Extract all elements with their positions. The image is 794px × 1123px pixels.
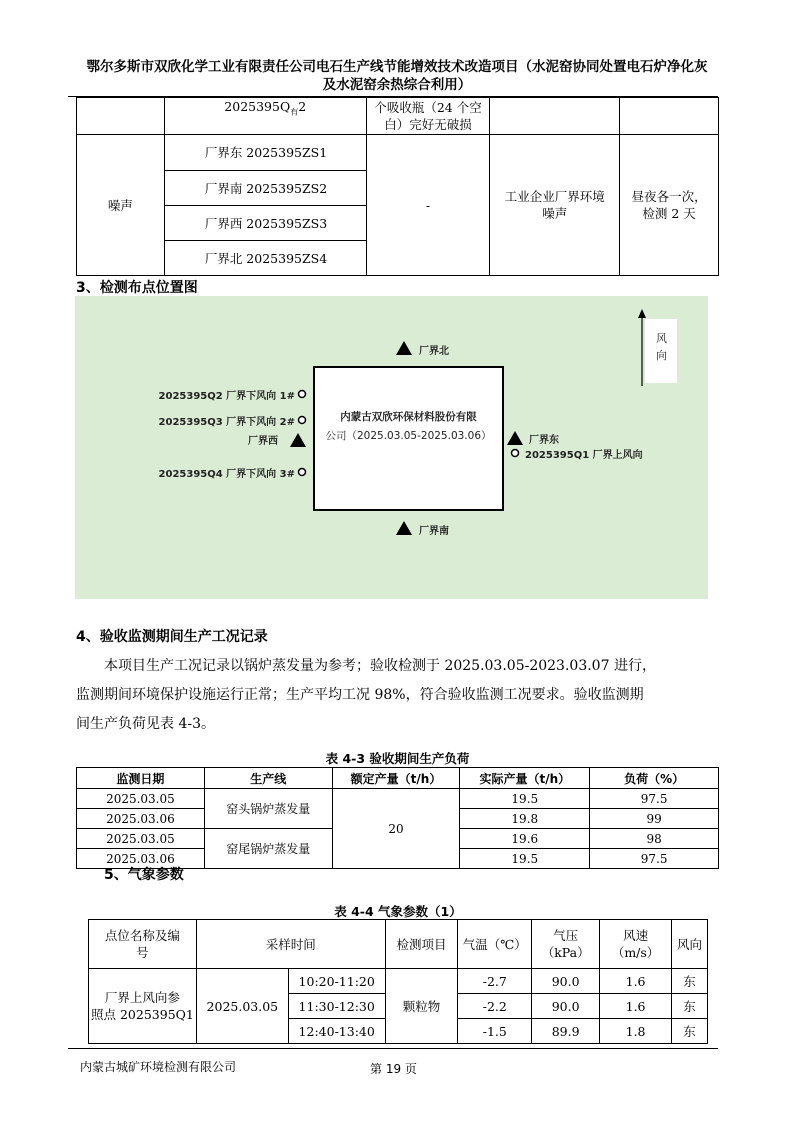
footer-company: 内蒙古城矿环境检测有限公司 <box>80 1060 237 1074</box>
sampling-table <box>76 97 719 276</box>
actual-cell: 19.6 <box>460 829 590 849</box>
table44-caption: 表 4-4 气象参数（1） <box>334 904 462 919</box>
noise-frequency: 昼夜各一次， 检测 2 天 <box>620 135 719 276</box>
production-load-table <box>76 767 719 869</box>
actual-cell: 19.8 <box>460 809 590 829</box>
table-cell <box>490 98 620 135</box>
wind-direction-label: 风 向 <box>656 332 667 362</box>
column-header: 检测项目 <box>385 920 458 969</box>
date-cell: 2025.03.05 <box>77 829 205 849</box>
q2-label: 2025395Q2 厂界下风向 1# <box>158 391 295 402</box>
column-header: 负荷（%） <box>590 768 719 789</box>
west-label: 厂界西 <box>248 436 278 447</box>
column-header: 额定产量（t/h） <box>332 768 460 789</box>
column-header: 生产线 <box>204 768 332 789</box>
company-label: 内蒙古双欣环保材料股份有限 公司（2025.03.05-2025.03.06） <box>325 411 492 442</box>
noise-point: 厂界东 2025395ZS1 <box>164 135 366 171</box>
rated-cell: 20 <box>332 789 460 869</box>
page-number: 第 19 页 <box>370 1062 417 1076</box>
temp-cell: -2.7 <box>458 969 532 994</box>
column-header: 风向 <box>672 920 708 969</box>
footer-divider <box>68 1048 718 1049</box>
noise-item: 噪声 <box>77 135 165 276</box>
date-cell: 2025.03.06 <box>77 849 205 869</box>
item-cell: 颗粒物 <box>385 969 458 1044</box>
sample-note: 个吸收瓶（24 个空 白）完好无破损 <box>366 98 490 135</box>
time-cell: 11:30-12:30 <box>288 994 385 1019</box>
temp-cell: -1.5 <box>458 1019 532 1044</box>
load-cell: 99 <box>590 809 719 829</box>
date-cell: 2025.03.05 <box>77 789 205 809</box>
load-cell: 97.5 <box>590 849 719 869</box>
point-cell: 厂界上风向参 照点 2025395Q1 <box>89 969 197 1044</box>
q4-label: 2025395Q4 厂界下风向 3# <box>158 469 295 480</box>
line-cell: 窑尾锅炉蒸发量 <box>204 829 332 869</box>
noise-point: 厂界北 2025395ZS4 <box>164 241 366 276</box>
section4-title: 4、验收监测期间生产工况记录 <box>76 629 268 645</box>
actual-cell: 19.5 <box>460 849 590 869</box>
pressure-cell: 89.9 <box>532 1019 600 1044</box>
east-label: 厂界东 <box>529 435 559 446</box>
table-header-row <box>89 920 708 969</box>
table-row <box>77 789 719 809</box>
pressure-cell: 90.0 <box>532 969 600 994</box>
time-cell: 10:20-11:20 <box>288 969 385 994</box>
wind-cell: 1.6 <box>600 969 672 994</box>
monitoring-map <box>75 296 708 599</box>
dir-cell: 东 <box>672 969 708 994</box>
wind-cell: 1.6 <box>600 994 672 1019</box>
document-header <box>60 58 734 94</box>
temp-cell: -2.2 <box>458 994 532 1019</box>
header-title-line2: 及水泥窑余热综合利用） <box>322 77 472 93</box>
load-cell: 98 <box>590 829 719 849</box>
column-header: 实际产量（t/h） <box>460 768 590 789</box>
table-cell <box>620 98 719 135</box>
noise-point: 厂界西 2025395ZS3 <box>164 206 366 241</box>
load-cell: 97.5 <box>590 789 719 809</box>
date-cell: 2025.03.05 <box>196 969 288 1044</box>
table-cell <box>77 98 165 135</box>
table-row <box>89 969 708 994</box>
column-header: 监测日期 <box>77 768 205 789</box>
q3-label: 2025395Q3 厂界下风向 2# <box>158 417 295 428</box>
dir-cell: 东 <box>672 1019 708 1044</box>
q1-label: 2025395Q1 厂界上风向 <box>525 450 643 461</box>
table-cell <box>164 98 366 135</box>
column-header: 气温（℃） <box>458 920 532 969</box>
column-header: 点位名称及编 号 <box>89 920 197 969</box>
noise-point: 厂界南 2025395ZS2 <box>164 171 366 206</box>
sample-code: $2025395Q_有2$ <box>224 99 307 117</box>
q1-point-icon <box>512 450 519 457</box>
q4-point-icon <box>299 469 306 476</box>
dir-cell: 东 <box>672 994 708 1019</box>
q3-point-icon <box>299 417 306 424</box>
pressure-cell: 90.0 <box>532 994 600 1019</box>
q2-point-icon <box>299 391 306 398</box>
south-label: 厂界南 <box>419 526 449 537</box>
north-label: 厂界北 <box>419 346 449 357</box>
column-header: 气压 （kPa） <box>532 920 600 969</box>
section4-paragraph: 本项目生产工况记录以锅炉蒸发量为参考；验收检测于 2025.03.05-2023.03.07 进行， 监测期间环境保护设施运行正常；生产平均工况 98%，符合验收监测工况要求。验收监测期 间生产负荷见表 4-3。 <box>76 658 656 732</box>
noise-note: - <box>366 135 490 276</box>
time-cell: 12:40-13:40 <box>288 1019 385 1044</box>
actual-cell: 19.5 <box>460 789 590 809</box>
section3-title: 3、检测布点位置图 <box>76 280 198 296</box>
wind-cell: 1.8 <box>600 1019 672 1044</box>
table-header-row <box>77 768 719 789</box>
table43-caption: 表 4-3 验收期间生产负荷 <box>325 751 470 766</box>
table-row <box>77 135 719 171</box>
line-cell: 窑头锅炉蒸发量 <box>204 789 332 829</box>
section5-title: 5、气象参数 <box>104 867 184 883</box>
header-title-line1: 鄂尔多斯市双欣化学工业有限责任公司电石生产线节能增效技术改造项目（水泥窑协同处置电石炉净化灰 <box>86 59 708 75</box>
table-row <box>77 98 719 135</box>
column-header: 风速 （m/s） <box>600 920 672 969</box>
column-header: 采样时间 <box>196 920 385 969</box>
weather-table <box>88 919 708 1044</box>
noise-standard: 工业企业厂界环境 噪声 <box>490 135 620 276</box>
date-cell: 2025.03.06 <box>77 809 205 829</box>
